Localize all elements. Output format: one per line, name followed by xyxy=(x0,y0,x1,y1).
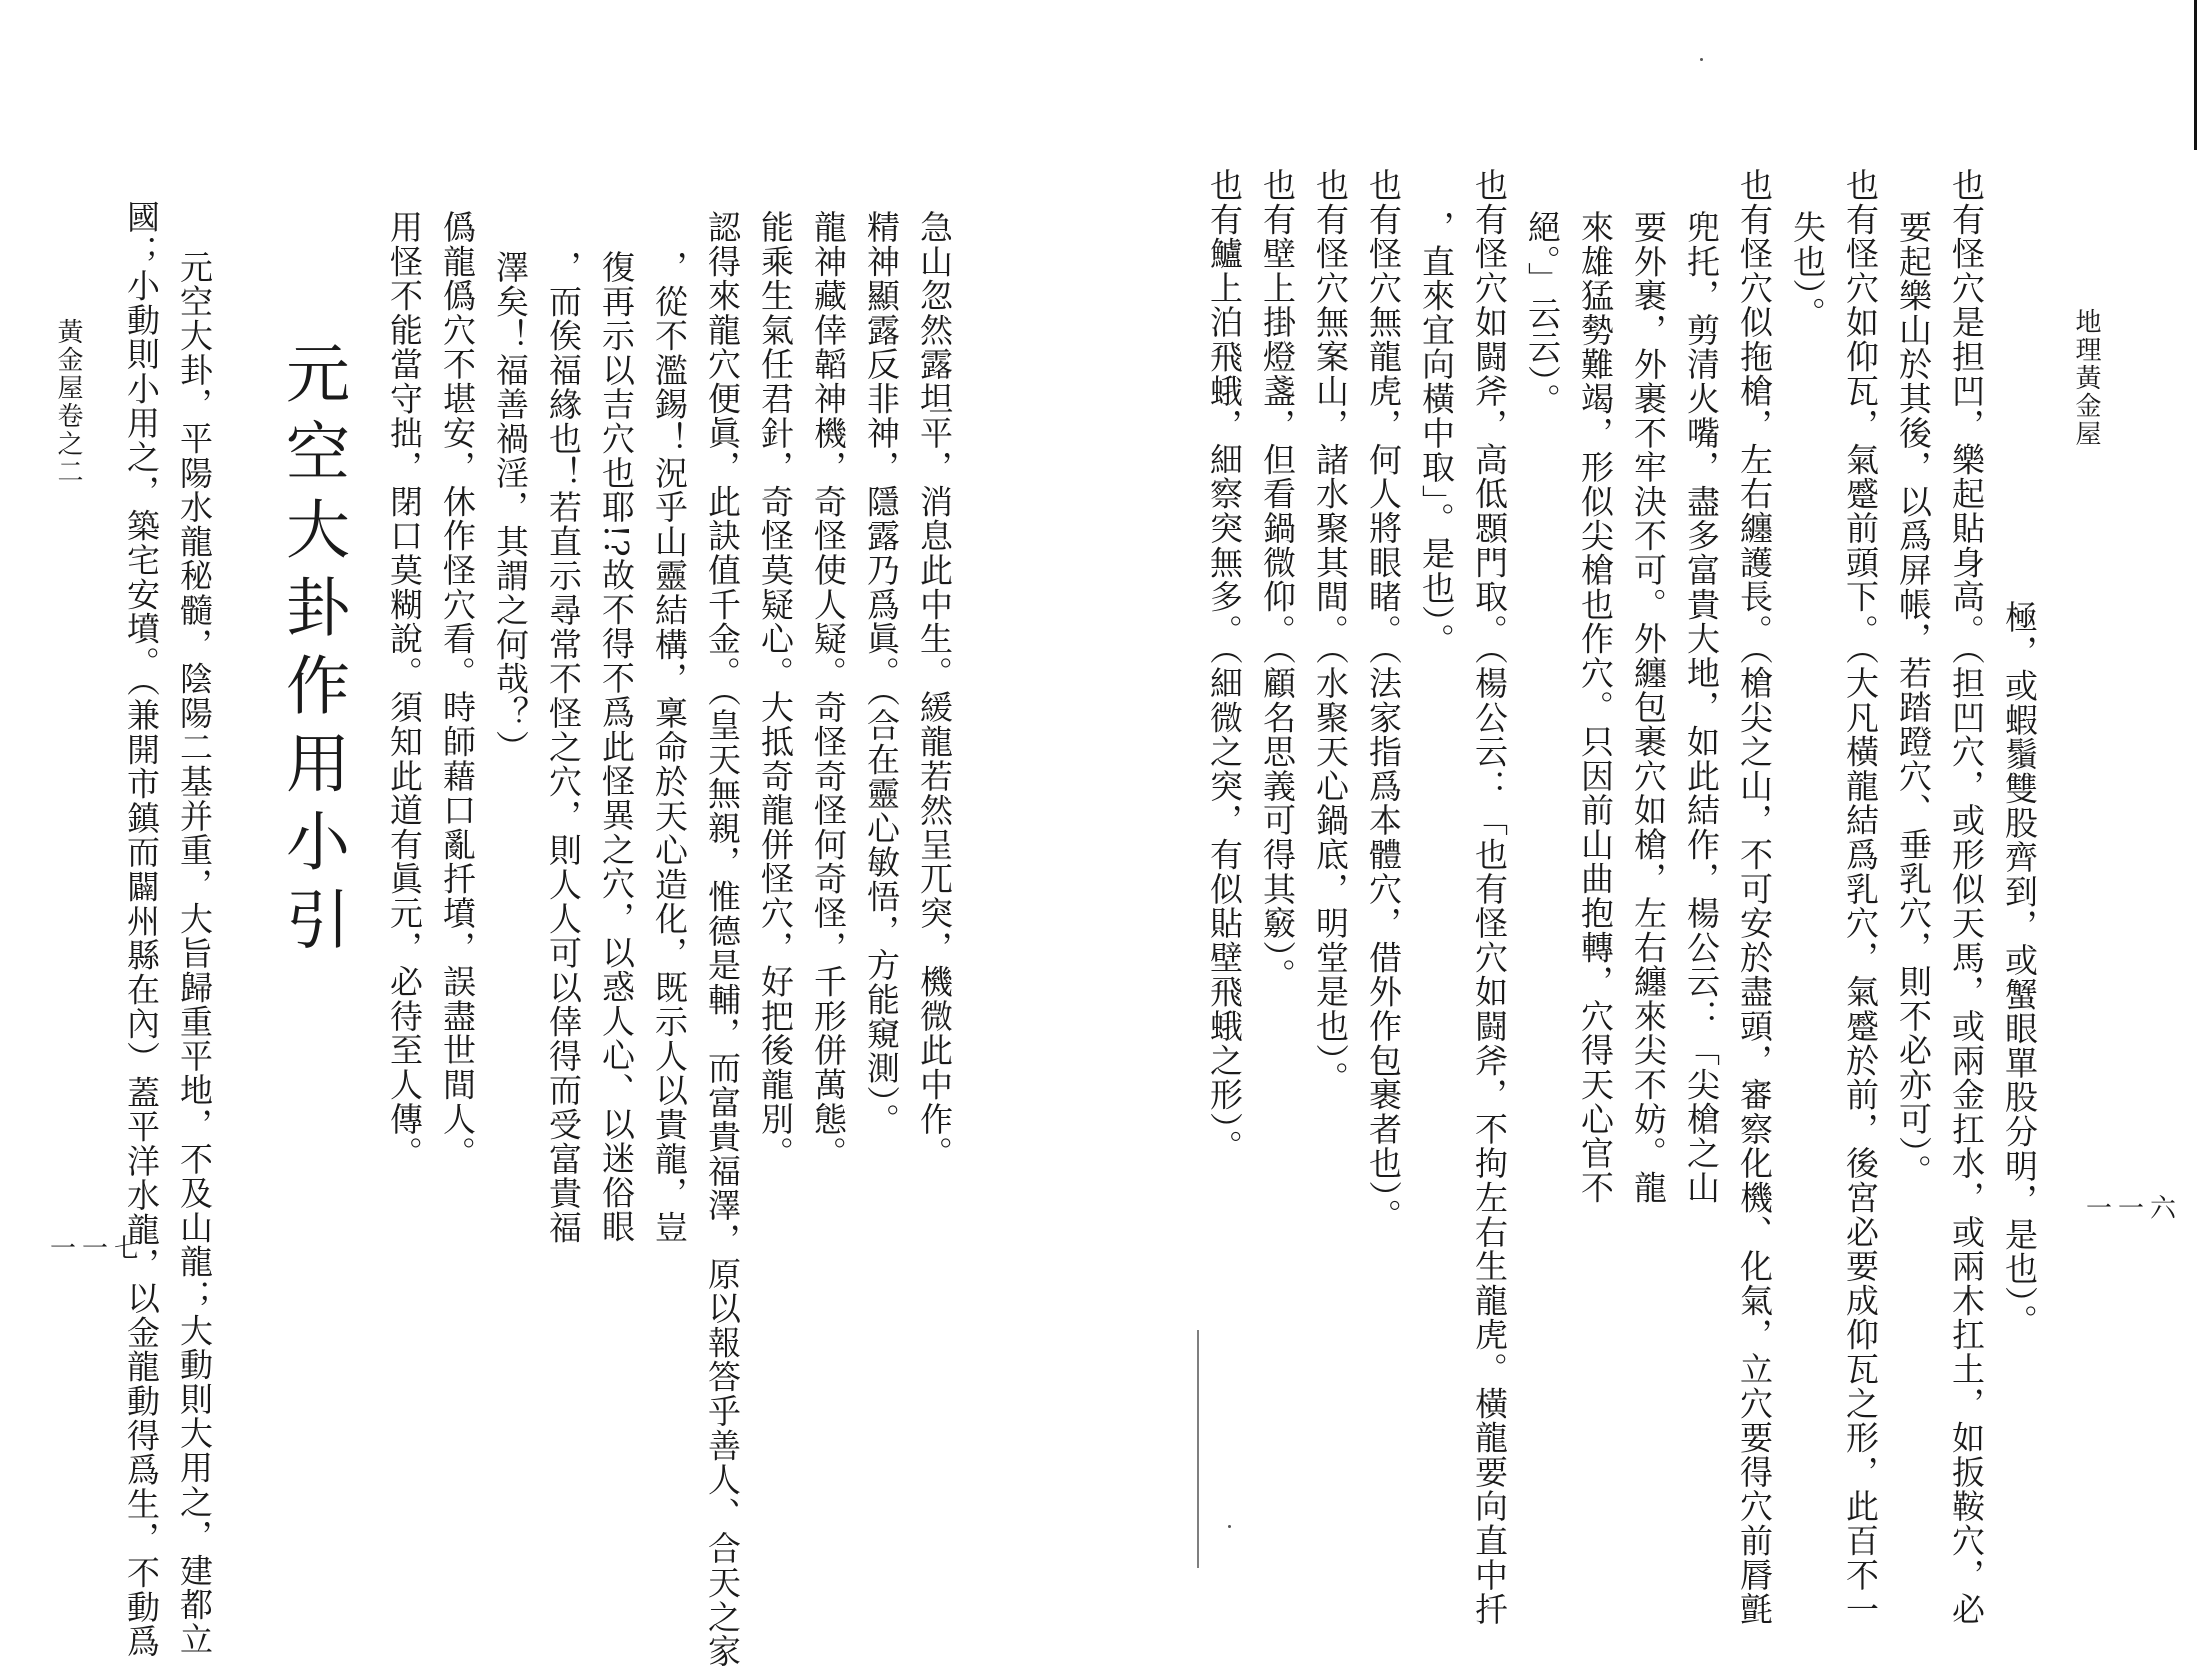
page-number-right: 一一六 xyxy=(2086,1194,2183,1224)
running-title-left: 黃金屋卷之二 xyxy=(53,318,83,486)
text-column: ，從不濫錫！況乎山靈結構，稟命於天心造化，既示人以貴龍，豈 xyxy=(650,250,689,1245)
text-column: 龍神藏倖韜神機，奇怪使人疑。奇怪奇怪何奇怪，千形併萬態。 xyxy=(809,210,848,1171)
text-column: 也有怪穴如仰瓦，氣蹙前頭下。（大凡橫龍結爲乳穴，氣蹙於前，後宮必要成仰瓦之形，此百不一 xyxy=(1841,168,1880,1627)
running-title-right: 地理黃金屋 xyxy=(2071,308,2101,448)
text-column: 也有怪穴無案山，諸水聚其間。（水聚天心鍋底，明堂是也）。 xyxy=(1311,168,1350,1096)
text-column: 也有鱸上泊飛蛾，細察突無多。（細微之突，有似貼壁飛蛾之形）。 xyxy=(1205,168,1244,1164)
text-column: 澤矣！福善禍淫，其謂之何哉？） xyxy=(491,250,530,765)
text-column: 也有怪穴似拖槍，左右纏護長。（槍尖之山，不可安於盡頭，審察化機、化氣，立穴要得穴前脣氈 xyxy=(1735,168,1774,1627)
text-column: 用怪不能當守拙，閉口莫糊說。須知此道有眞元，必待至人傳。 xyxy=(385,210,424,1171)
scan-speck xyxy=(1228,1525,1231,1528)
text-column: 來雄猛勢難竭，形似尖槍也作穴。只因前山曲抱轉，穴得天心官不 xyxy=(1576,210,1615,1205)
text-column: 能乘生氣任君針，奇怪莫疑心。大抵奇龍併怪穴，好把後龍別。 xyxy=(756,210,795,1171)
text-column: 也有怪穴是担凹，樂起貼身高。（担凹穴，或形似天馬，或兩金扛水，或兩木扛土，如扳鞍穴，必 xyxy=(1947,168,1986,1627)
text-column: 失也）。 xyxy=(1788,210,1827,331)
text-column: 僞龍僞穴不堪安，休作怪穴看。時師藉口亂扦墳，誤盡世間人。 xyxy=(438,210,477,1171)
text-column: 絕。」云云）。 xyxy=(1523,210,1562,418)
page-edge-mark xyxy=(2194,0,2197,150)
text-column: ，直來宜向橫中取」。是也）。 xyxy=(1417,210,1456,658)
text-column: 急山忽然露坦平，消息此中生。緩龍若然呈兀突，機微此中作。 xyxy=(915,210,954,1171)
text-column: 復再示以吉穴也耶!?故不得不爲此怪異之穴，以惑人心、以迷俗眼 xyxy=(597,250,636,1244)
text-column: 要起樂山於其後，以爲屏帳，若踏蹬穴、垂乳穴，則不必亦可）。 xyxy=(1894,210,1933,1189)
text-column: 也有怪穴無龍虎，何人將眼睹。（法家指爲本體穴，借外作包裹者也）。 xyxy=(1364,168,1403,1233)
page-number-left: 一一七 xyxy=(50,1234,147,1264)
text-column: 元空大卦，平陽水龍秘髓，陰陽二基并重，大旨歸重平地，不及山龍；大動則大用之，建都立 xyxy=(175,250,214,1657)
text-column: 要外裹，外裹不牢決不可。外纏包裹穴如槍，左右纏來尖不妨。龍 xyxy=(1629,210,1668,1205)
text-column: 極，或蝦鬚雙股齊到，或蟹眼單股分明，是也）。 xyxy=(2000,600,2039,1339)
text-column: 兜托，剪清火嘴，盡多富貴大地，如此結作，楊公云：「尖槍之山 xyxy=(1682,210,1721,1205)
text-column: ，而俟福緣也！若直示尋常不怪之穴，則人人可以倖得而受富貴福 xyxy=(544,250,583,1245)
page-gutter-line xyxy=(1197,1330,1199,1568)
text-column: 認得來龍穴便眞，此訣值千金。（皇天無親，惟德是輔，而富貴福澤，原以報答乎善人、合天之家 xyxy=(703,210,742,1668)
text-column: 也有壁上掛燈盞，但看鍋微仰。（顧名思義可得其竅）。 xyxy=(1258,168,1297,993)
text-column: 國；小動則小用之，築宅安墳。（兼開市鎮而闢州縣在內）蓋平洋水龍，以金龍動得爲生，不動爲 xyxy=(122,200,161,1659)
text-column: 精神顯露反非神，隱露乃爲眞。（合在靈心敏悟，方能窺測）。 xyxy=(862,210,901,1138)
text-column: 也有怪穴如闘斧，高低顋門取。（楊公云：「也有怪穴如闘斧，不拘左右生龍虎。橫龍要向直中扦 xyxy=(1470,168,1509,1627)
scan-speck xyxy=(1700,58,1703,61)
section-title: 元空大卦作用小引 xyxy=(275,340,349,964)
